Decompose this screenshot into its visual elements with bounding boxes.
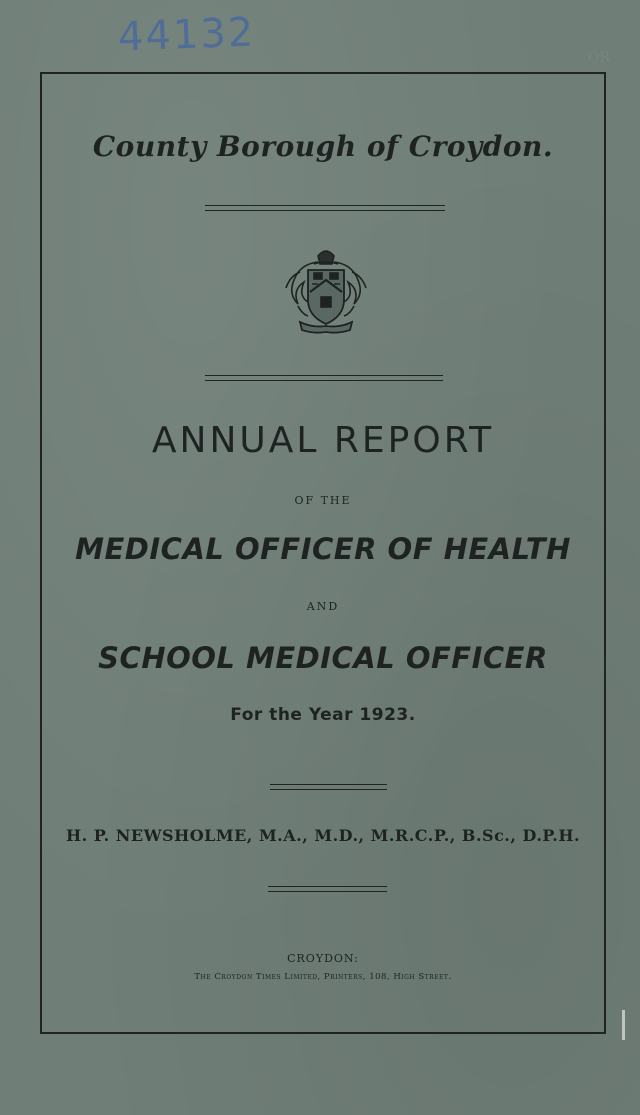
- divider-rule-1: [205, 205, 445, 211]
- corner-mark: OR: [587, 50, 610, 66]
- coat-of-arms-icon: [278, 242, 374, 338]
- divider-rule-2: [205, 375, 443, 381]
- school-officer-heading: SCHOOL MEDICAL OFFICER: [98, 641, 548, 675]
- imprint-place: CROYDON:: [287, 952, 359, 965]
- medical-officer-heading: MEDICAL OFFICER OF HEALTH: [75, 532, 571, 566]
- county-heading: County Borough of Croydon.: [92, 130, 554, 163]
- handwritten-accession-number: 44132: [117, 9, 257, 61]
- divider-rule-3: [270, 784, 387, 790]
- of-the-text: OF THE: [294, 494, 352, 507]
- imprint-printer: The Croydon Times Limited, Printers, 108, High Street.: [194, 972, 452, 982]
- divider-rule-4: [268, 886, 387, 892]
- edge-mark: [622, 1010, 625, 1040]
- and-text: AND: [306, 600, 340, 613]
- annual-report-heading: ANNUAL REPORT: [151, 420, 495, 461]
- author-credentials: H. P. NEWSHOLME, M.A., M.D., M.R.C.P., B.Sc., D.P.H.: [65, 826, 581, 845]
- year-line: For the Year 1923.: [230, 705, 416, 725]
